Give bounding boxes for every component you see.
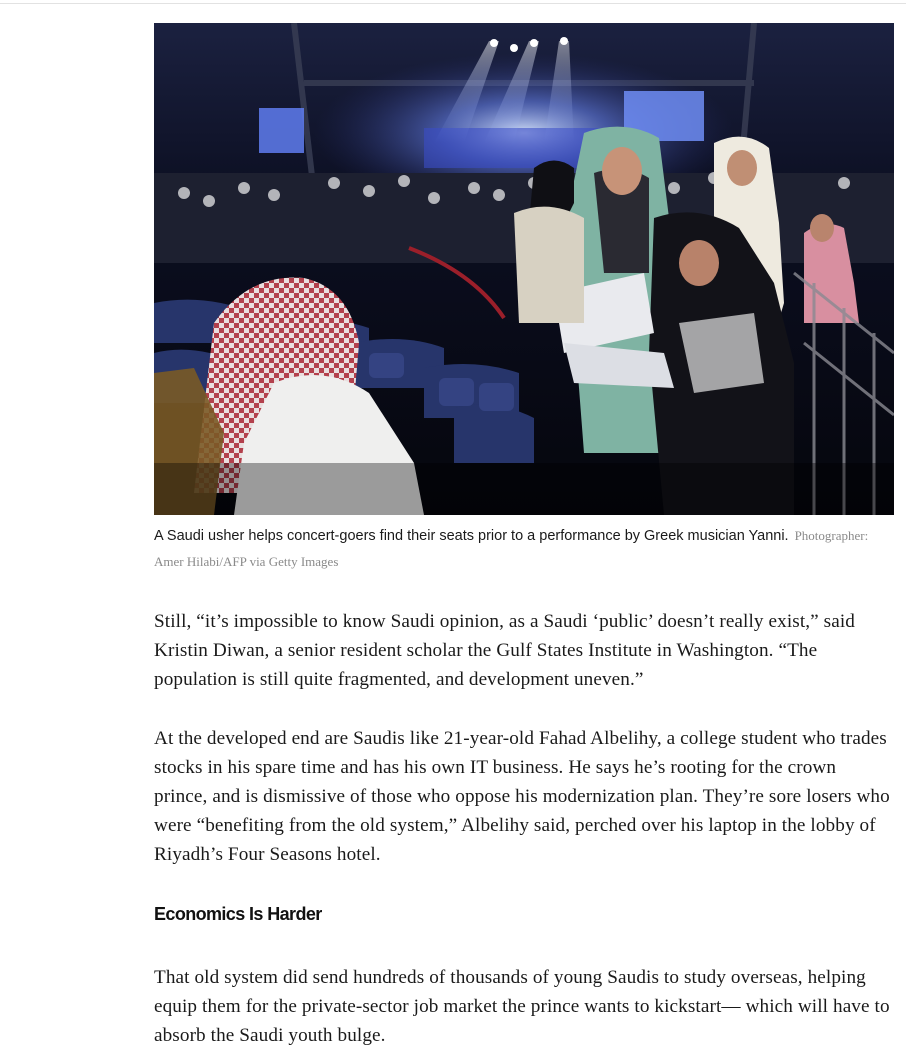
photo-caption (154, 523, 894, 575)
top-divider (0, 0, 906, 4)
section-heading: Economics Is Harder (154, 904, 322, 924)
paragraph-diwan-quote: Still, “it’s impossible to know Saudi opinion, as a Saudi ‘public’ doesn’t really exist,” said Kristin Diwan, a senior resident scholar the Gulf States Institute in Washington. “The population is still quite fragmented, and development uneven.” (154, 611, 855, 690)
paragraph-old-system: That old system did send hundreds of thousands of young Saudis to study overseas, helping equip them for the private-sector job market the prince wants to kickstart— which will have to absorb the Saudi youth bulge. (154, 967, 890, 1046)
photo-credit: Photographer: Amer Hilabi/AFP via Getty Images (154, 528, 869, 569)
caption-text: A Saudi usher helps concert-goers find their seats prior to a performance by Greek musician Yanni. (154, 528, 789, 544)
paragraph-albelihy: At the developed end are Saudis like 21-year-old Fahad Albelihy, a college student who trades stocks in his spare time and has his own IT business. He says he’s rooting for the crown prince, and is dismissive of those who oppose his modernization plan. They’re sore losers who were “benefiting from the old system,” Albelihy said, perched over his laptop in the lobby of Riyadh’s Four Seasons hotel. (154, 728, 890, 865)
article-body (154, 23, 894, 1050)
concert-photo-illustration (154, 23, 894, 515)
article-photo[interactable] (154, 23, 894, 515)
